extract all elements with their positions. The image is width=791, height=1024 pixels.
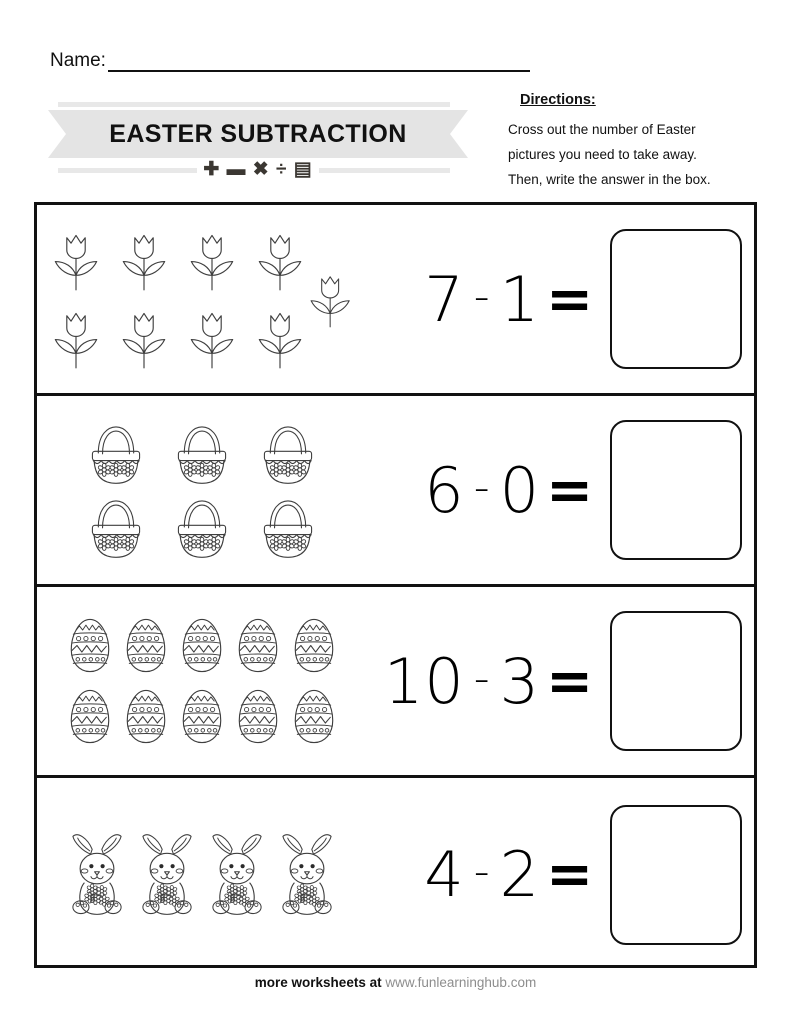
answer-box[interactable] (610, 805, 742, 945)
picture-item (278, 830, 336, 920)
picture-item (53, 305, 99, 371)
picture-item (138, 830, 196, 920)
footer-prefix: more worksheets at (254, 975, 382, 990)
basket-icon (256, 493, 320, 561)
equals-sign: = (546, 266, 593, 332)
problem-row (37, 205, 754, 396)
basket-icon (170, 419, 234, 487)
bunny-icon (68, 830, 126, 920)
problem-row (37, 778, 754, 971)
picture-item (257, 305, 303, 371)
picture-item (68, 617, 112, 674)
minus-operator: - (473, 461, 491, 513)
picture-item (68, 830, 126, 920)
minuend: 7 (424, 262, 465, 336)
answer-area (597, 587, 754, 775)
picture-item (256, 493, 320, 561)
easter-egg-icon (180, 688, 224, 745)
picture-item (124, 617, 168, 674)
minuend: 10 (383, 644, 465, 718)
name-label: Name: (50, 50, 106, 71)
minus-operator: - (473, 652, 491, 704)
basket-icon (84, 419, 148, 487)
tulip-icon (53, 305, 99, 371)
basket-icon (170, 493, 234, 561)
easter-egg-icon (180, 617, 224, 674)
minuend: 4 (424, 838, 465, 911)
easter-egg-icon (292, 617, 336, 674)
minus-operator: - (473, 270, 491, 322)
equation-eggs (367, 587, 597, 775)
footer (0, 975, 791, 990)
picture-group-eggs (37, 587, 367, 775)
directions-block (508, 92, 758, 192)
equation-bunnies (367, 778, 597, 971)
picture-item (121, 227, 167, 293)
easter-egg-icon (68, 688, 112, 745)
easter-egg-icon (236, 688, 280, 745)
picture-item (124, 688, 168, 745)
picture-item (256, 419, 320, 487)
picture-item (236, 688, 280, 745)
picture-item (292, 617, 336, 674)
answer-area (597, 396, 754, 584)
basket-icon (256, 419, 320, 487)
tulip-icon (121, 227, 167, 293)
problems-table (34, 202, 757, 968)
picture-item (180, 617, 224, 674)
picture-item (180, 688, 224, 745)
problem-row (37, 587, 754, 778)
tulip-icon (189, 227, 235, 293)
picture-item (53, 227, 99, 293)
picture-item (170, 419, 234, 487)
easter-egg-icon (292, 688, 336, 745)
picture-item (84, 493, 148, 561)
answer-box[interactable] (610, 611, 742, 751)
picture-item (208, 830, 266, 920)
tulip-icon (257, 227, 303, 293)
picture-group-tulips (37, 205, 367, 393)
answer-box[interactable] (610, 229, 742, 369)
equals-sign: = (546, 842, 593, 907)
answer-area (597, 205, 754, 393)
basket-icon (84, 493, 148, 561)
tulip-icon (121, 305, 167, 371)
picture-item (189, 305, 235, 371)
bunny-icon (138, 830, 196, 920)
bunny-icon (208, 830, 266, 920)
name-field-row (50, 40, 530, 72)
picture-item (189, 227, 235, 293)
name-input-line[interactable] (108, 50, 530, 72)
banner-title: EASTER SUBTRACTION (109, 119, 407, 148)
easter-egg-icon (124, 688, 168, 745)
equals-sign: = (546, 457, 593, 523)
picture-group-bunnies (37, 778, 367, 971)
directions-line-1: Cross out the number of Easter (508, 122, 696, 137)
picture-item (170, 493, 234, 561)
math-symbols-text: ✚ ▬ ✖ ÷ ▤ (197, 158, 318, 181)
picture-item (121, 305, 167, 371)
subtrahend: 0 (499, 453, 541, 527)
bunny-icon (278, 830, 336, 920)
picture-item (309, 269, 351, 330)
equation-tulips (367, 205, 597, 393)
picture-item (292, 688, 336, 745)
directions-line-2: pictures you need to take away. (508, 147, 697, 162)
directions-line-3: Then, write the answer in the box. (508, 172, 711, 187)
minuend: 6 (424, 453, 465, 527)
answer-box[interactable] (610, 420, 742, 560)
title-banner (48, 100, 468, 180)
problem-row (37, 396, 754, 587)
picture-item (257, 227, 303, 293)
picture-item (68, 688, 112, 745)
equation-baskets (367, 396, 597, 584)
tulip-icon (189, 305, 235, 371)
subtrahend: 3 (499, 644, 541, 718)
picture-item (236, 617, 280, 674)
picture-group-baskets (37, 396, 367, 584)
equals-sign: = (546, 648, 593, 714)
tulip-icon (53, 227, 99, 293)
subtrahend: 2 (499, 838, 541, 911)
minus-operator: - (473, 846, 491, 897)
easter-egg-icon (68, 617, 112, 674)
footer-url: www.funlearninghub.com (385, 975, 537, 990)
easter-egg-icon (124, 617, 168, 674)
easter-egg-icon (236, 617, 280, 674)
tulip-icon (257, 305, 303, 371)
math-symbols-decoration (48, 158, 468, 180)
picture-item (84, 419, 148, 487)
banner-top-band (58, 102, 450, 107)
answer-area (597, 778, 754, 971)
subtrahend: 1 (499, 262, 541, 336)
tulip-icon (309, 269, 351, 330)
directions-title: Directions: (520, 92, 596, 108)
